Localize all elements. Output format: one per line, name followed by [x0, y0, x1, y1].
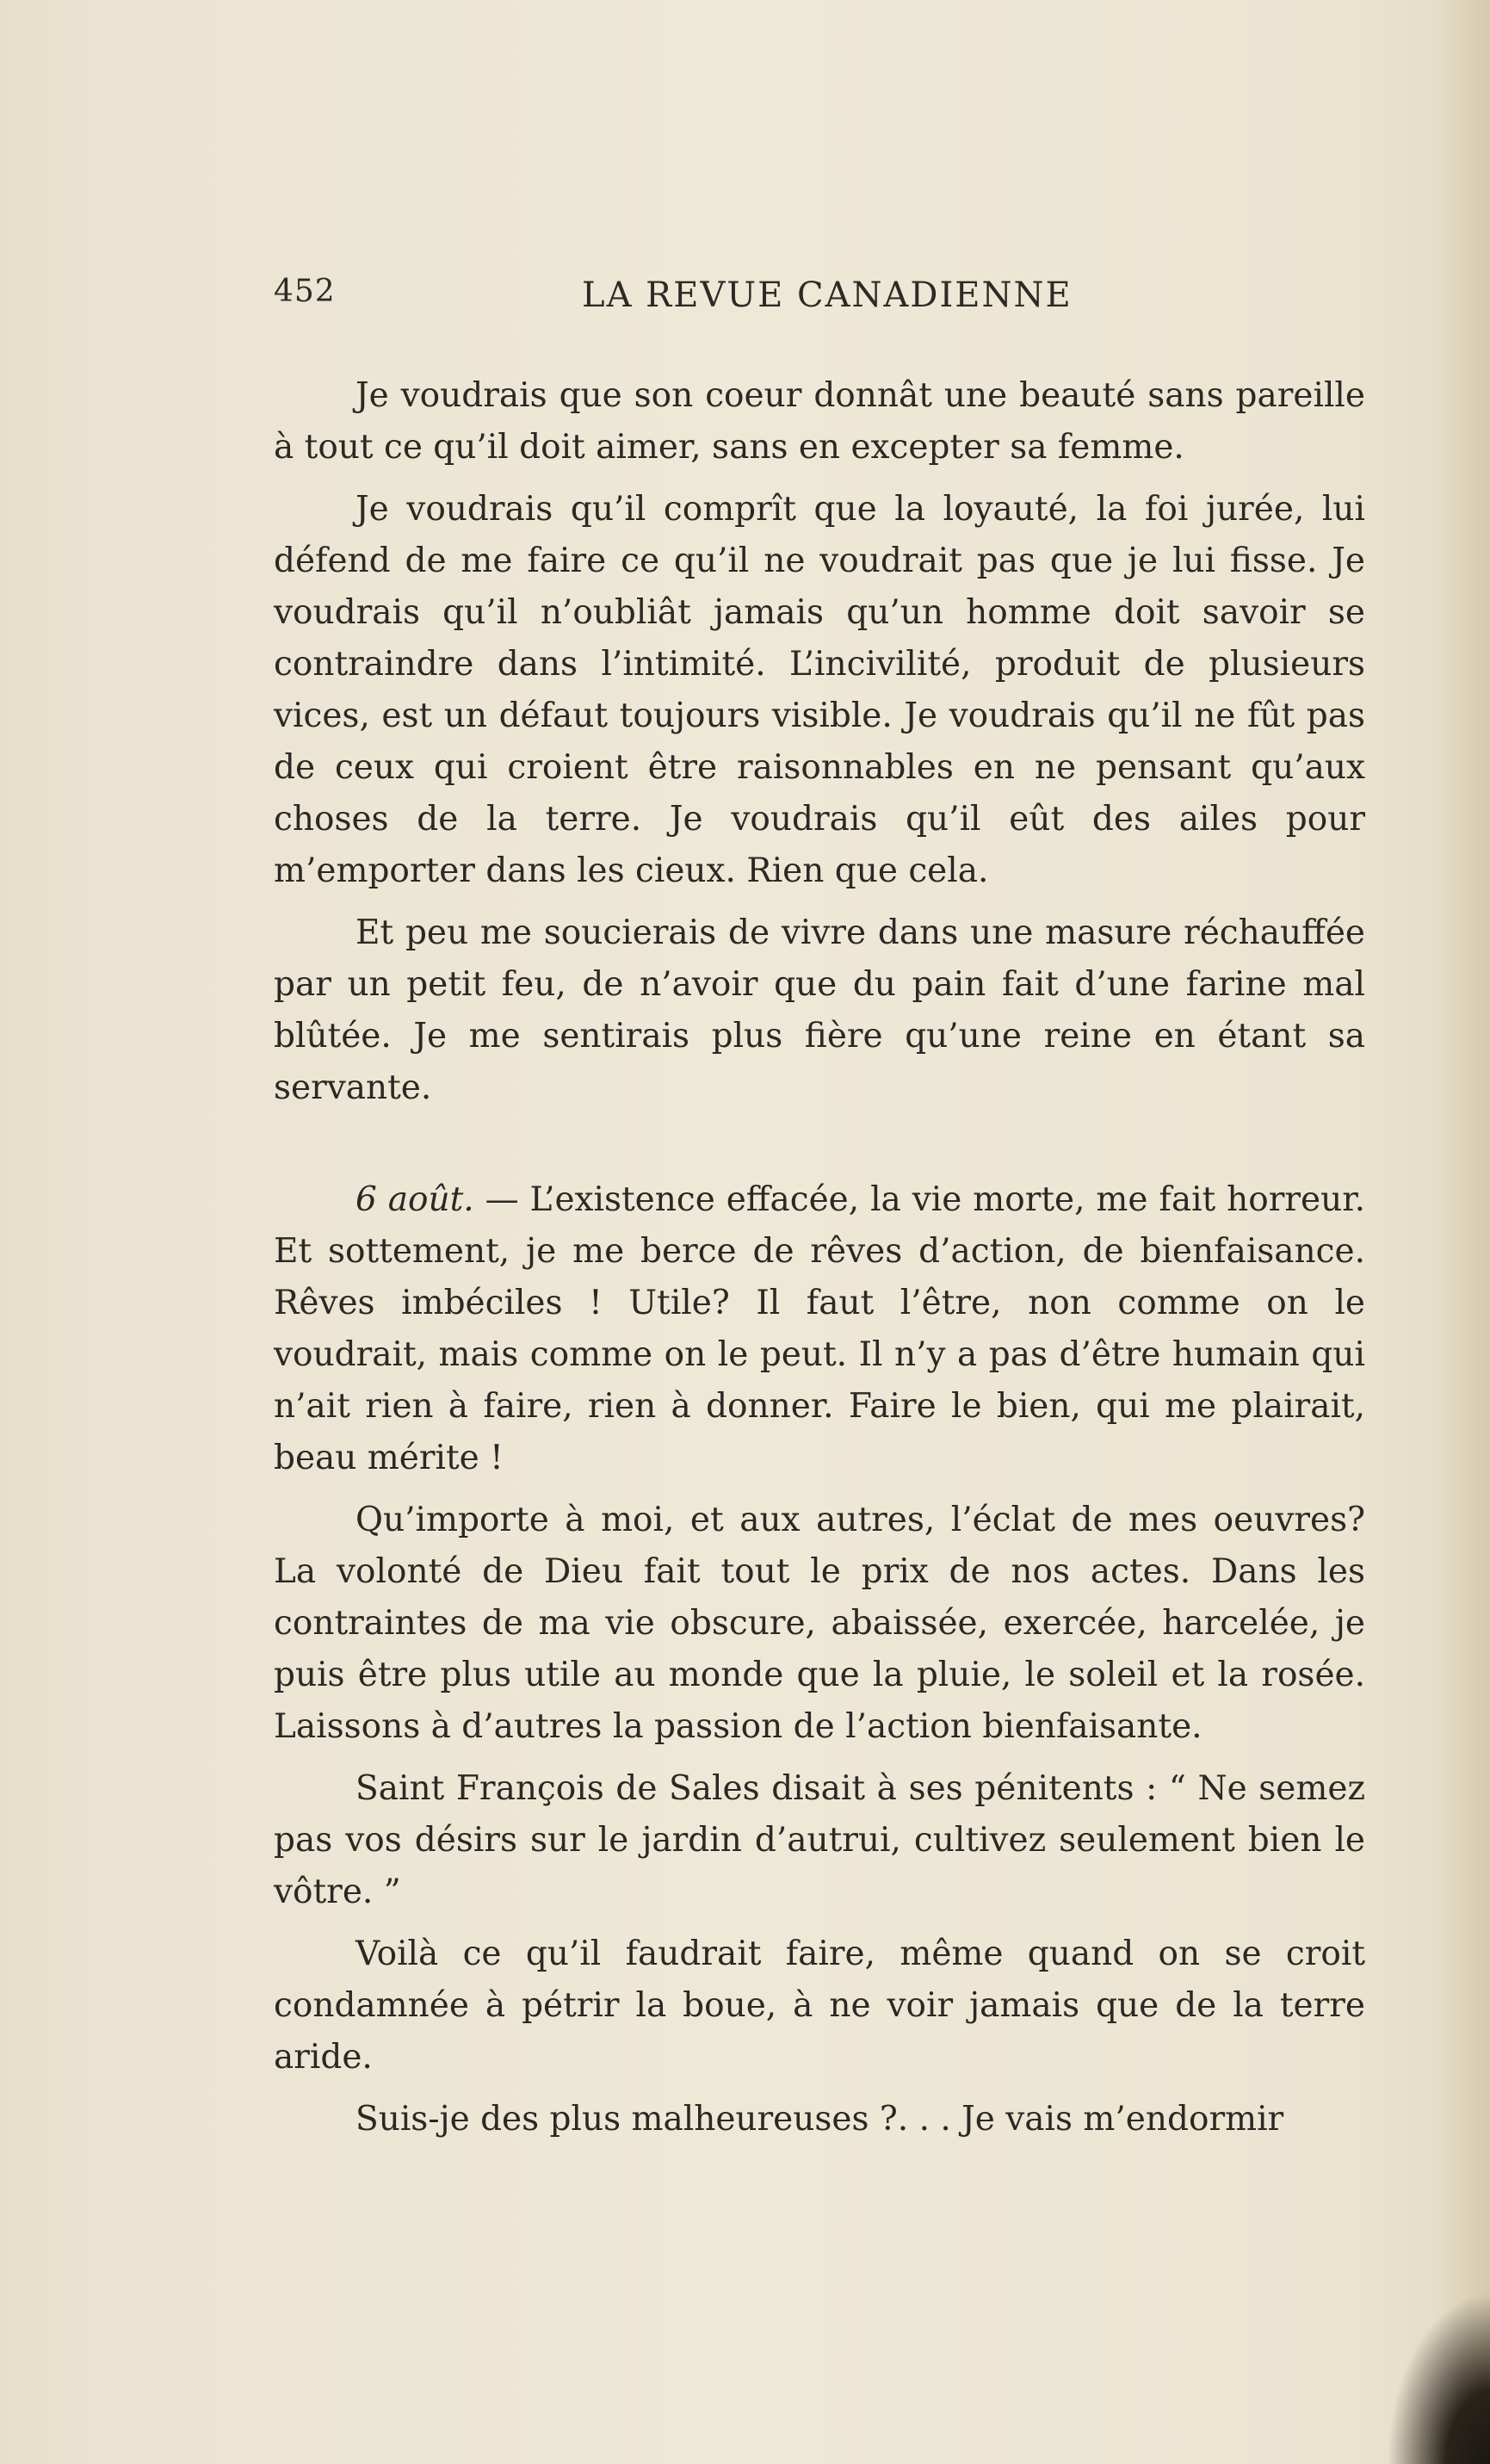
- paragraph: Et peu me soucierais de vivre dans une masure réchauffée par un petit feu, de n’avoir que du pain fait d’une farine mal blûtée. Je me sentirais plus fière qu’une reine en étant sa servante.: [274, 913, 1365, 1107]
- paragraph: Suis-je des plus malheureuses ?. . . Je vais m’endormir: [355, 2100, 1284, 2139]
- diary-entry: [274, 1174, 1365, 1484]
- page-edge-shadow: [1438, 0, 1490, 2464]
- page-header: [274, 274, 1367, 325]
- paragraph: Je voudrais qu’il comprît que la loyauté, la foi jurée, lui défend de me faire ce qu’il ne voudrait pas que je lui fisse. Je voudrais qu’il n’oubliât jamais qu’un homme doit savoir se contraindre dans l’intimité. L’incivilité, produit de plusieurs vices, est un défaut toujours visible. Je voudrais qu’il ne fût pas de ceux qui croient être raisonnables en ne pensant qu’aux choses de la terre. Je voudrais qu’il eût des ailes pour m’emporter dans les cieux. Rien que cela.: [274, 490, 1365, 890]
- paragraph: Voilà ce qu’il faudrait faire, même quand on se croit condamnée à pétrir la boue, à ne voir jamais que de la terre aride.: [274, 1935, 1365, 2077]
- page-corner-shadow: [1387, 2292, 1490, 2464]
- paragraph: Qu’importe à moi, et aux autres, l’éclat de mes oeuvres? La volonté de Dieu fait tout le prix de nos actes. Dans les contraintes de ma vie obscure, abaissée, exercée, harcelée, je puis être plus utile au monde que la pluie, le soleil et la rosée. Laissons à d’autres la passion de l’action bienfaisante.: [274, 1501, 1365, 1746]
- body-text: [274, 370, 1365, 2156]
- running-head: LA REVUE CANADIENNE: [582, 275, 1073, 315]
- paragraph: Saint François de Sales disait à ses pénitents : “ Ne semez pas vos désirs sur le jardin d’autrui, cultivez seulement bien le vôtre. ”: [274, 1769, 1365, 1911]
- entry-text: — L’existence effacée, la vie morte, me fait horreur. Et sottement, je me berce de rêves d’action, de bienfaisance. Rêves imbéciles ! Utile? Il faut l’être, non comme on le voudrait, mais comme on le peut. Il n’y a pas d’être humain qui n’ait rien à faire, rien à donner. Faire le bien, qui me plairait, beau mérite !: [274, 1180, 1365, 1477]
- paragraph: Je voudrais que son coeur donnât une beauté sans pareille à tout ce qu’il doit aimer, sans en excepter sa femme.: [274, 376, 1365, 467]
- entry-date: 6 août.: [355, 1180, 474, 1219]
- page-number: 452: [274, 274, 336, 309]
